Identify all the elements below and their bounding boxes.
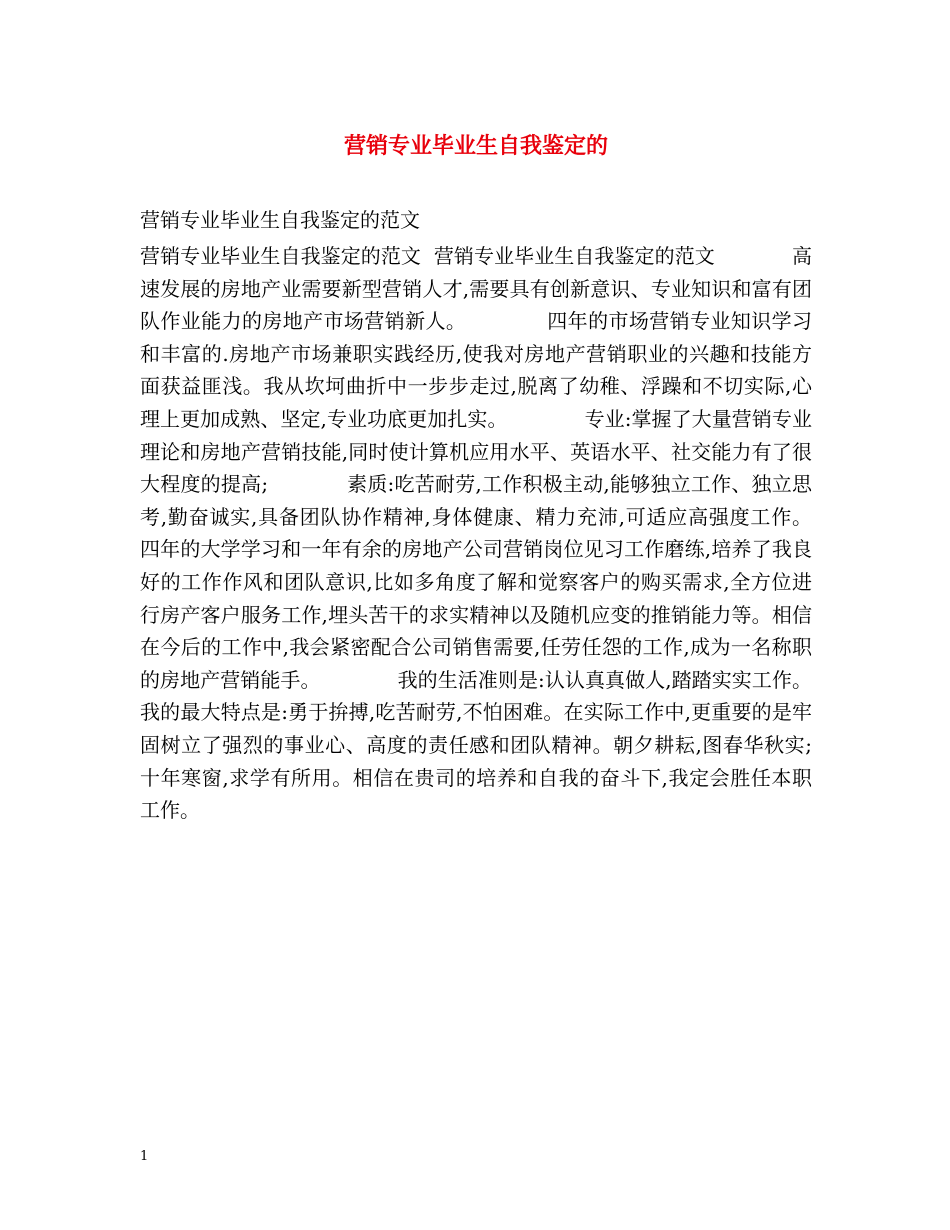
document-subtitle: 营销专业毕业生自我鉴定的范文 <box>140 208 420 232</box>
document-title: 营销专业毕业生自我鉴定的 <box>343 134 608 159</box>
document-body: 营销专业毕业生自我鉴定的范文 营销专业毕业生自我鉴定的范文 高速发展的房地产业需要新型营销人才,需要具有创新意识、专业知识和富有团队作业能力的房地产市场营销新人。 四年的市场营销专业知识学习和丰富的.房地产市场兼职实践经历,使我对房地产营销职业的兴趣和技能方面获益匪浅。我从坎坷曲折中一步步走过,脱离了幼稚、浮躁和不切实际,心理上更加成熟、坚定,专业功底更加扎实。 专业:掌握了大量营销专业理论和房地产营销技能,同时使计算机应用水平、英语水平、社交能力有了很大程度的提高; 素质:吃苦耐劳,工作积极主动,能够独立工作、独立思考,勤奋诚实,具备团队协作精神,身体健康、精力充沛,可适应高强度工作。 四年的大学学习和一年有余的房地产公司营销岗位见习工作磨练,培养了我良好的工作作风和团队意识,比如多角度了解和觉察客户的购买需求,全方位进行房产客户服务工作,埋头苦干的求实精神以及随机应变的推销能力等。相信在今后的工作中,我会紧密配合公司销售需要,任劳任怨的工作,成为一名称职的房地产营销能手。 我的生活准则是:认认真真做人,踏踏实实工作。我的最大特点是:勇于拚搏,吃苦耐劳,不怕困难。在实际工作中,更重要的是牢固树立了强烈的事业心、高度的责任感和团队精神。朝夕耕耘,图春华秋实;十年寒窗,求学有所用。相信在贵司的培养和自我的奋斗下,我定会胜任本职工作。 <box>140 244 889 823</box>
page-number: 1 <box>140 1149 149 1164</box>
